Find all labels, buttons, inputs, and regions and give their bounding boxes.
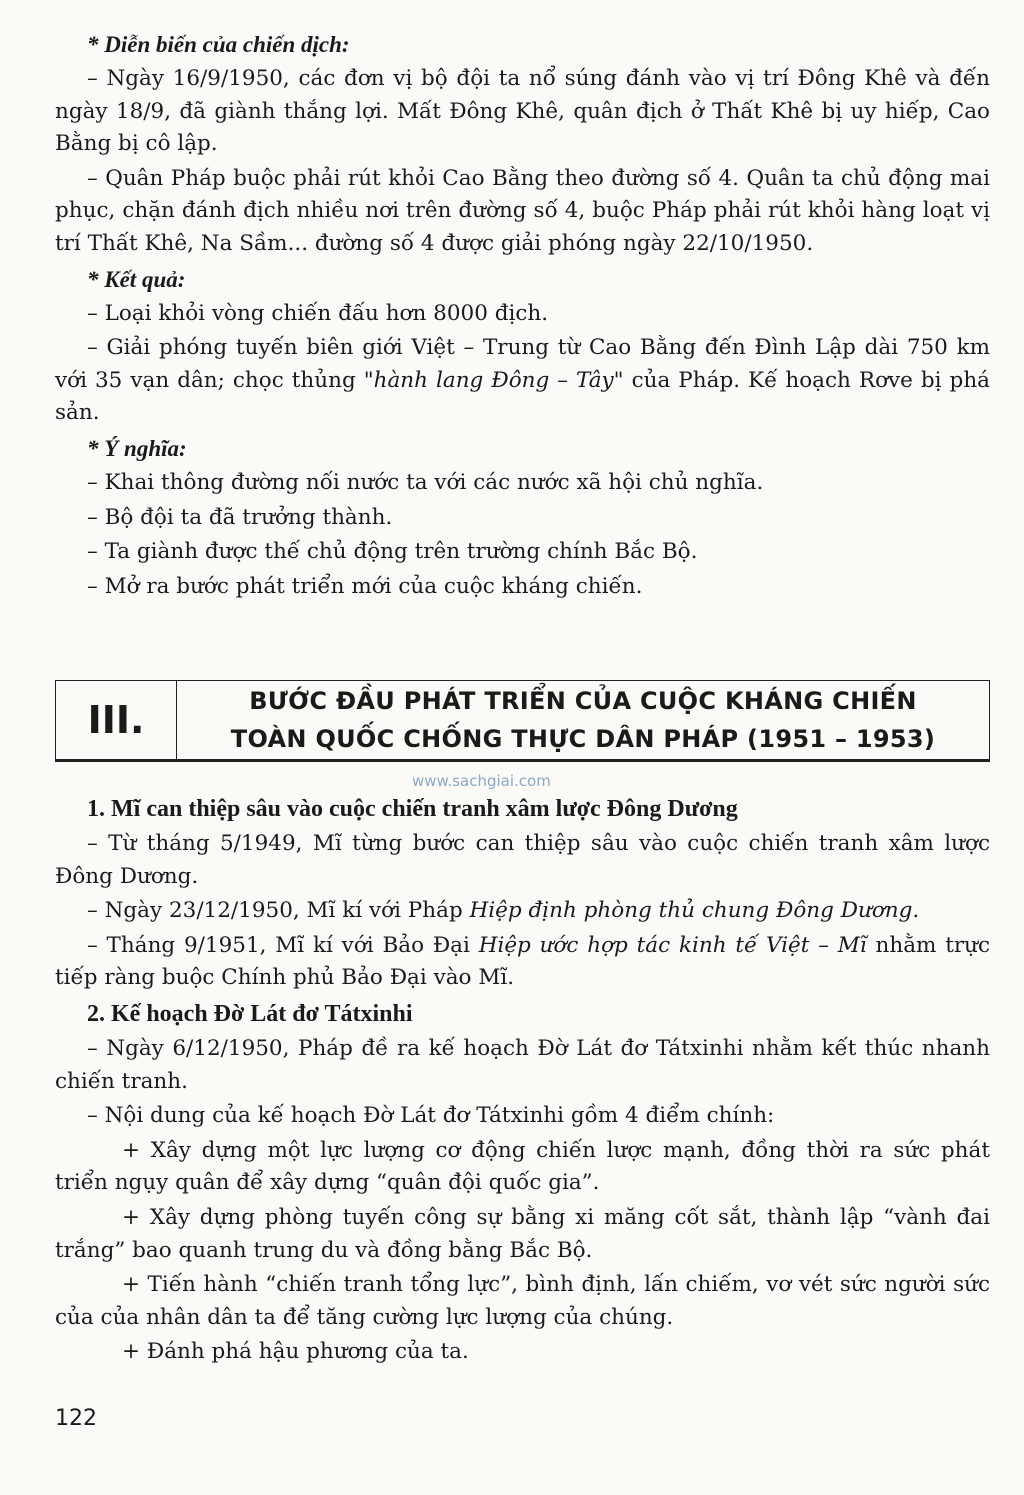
paragraph xyxy=(55,332,990,430)
italic-run: Hiệp định phòng thủ chung Đông Dương. xyxy=(469,898,920,924)
paragraph: – Ta giành được thế chủ động trên trường chính Bắc Bộ. xyxy=(87,539,698,565)
subsection-title: 1. Mĩ can thiệp sâu vào cuộc chiến tranh xâm lược Đông Dương xyxy=(87,796,738,822)
paragraph: – Loại khỏi vòng chiến đấu hơn 8000 địch. xyxy=(87,300,549,326)
paragraph: – Bộ đội ta đã trưởng thành. xyxy=(87,504,393,530)
paragraph xyxy=(55,930,990,995)
paragraph xyxy=(55,895,990,928)
paragraph: – Mở ra bước phát triển mới của cuộc kháng chiến. xyxy=(87,573,643,599)
bullet-paragraph: + Xây dựng phòng tuyến công sự bằng xi măng cốt sắt, thành lập “vành đai trắng” bao quanh trung du và đồng bằng Bắc Bộ. xyxy=(55,1204,990,1263)
section-title-line: TOÀN QUỐC CHỐNG THỰC DÂN PHÁP (1951 – 1953) xyxy=(230,725,936,753)
paragraph: – Từ tháng 5/1949, Mĩ từng bước can thiệp sâu vào cuộc chiến tranh xâm lược Đông Dương. xyxy=(55,831,990,889)
bullet-paragraph: + Xây dựng một lực lượng cơ động chiến lược mạnh, đồng thời ra sức phát triển ngụy quân để xây dựng “quân đội quốc gia”. xyxy=(55,1137,990,1196)
text-run: – Tháng 9/1951, Mĩ kí với Bảo Đại xyxy=(87,932,479,958)
section-header-box xyxy=(55,680,990,762)
section-number: III. xyxy=(56,681,177,759)
italic-run: Hiệp ước hợp tác kinh tế Việt – Mĩ xyxy=(478,932,867,958)
page-number: 122 xyxy=(55,1406,97,1431)
heading-ket-qua: * Kết quả: xyxy=(87,266,186,292)
paragraph: – Ngày 6/12/1950, Pháp đề ra kế hoạch Đờ Lát đơ Tátxinhi nhằm kết thúc nhanh chiến tranh. xyxy=(55,1035,990,1094)
text-run: – Ngày 23/12/1950, Mĩ kí với Pháp xyxy=(87,898,470,924)
watermark: www.sachgiai.com xyxy=(412,772,551,790)
heading-y-nghia: * Ý nghĩa: xyxy=(87,435,187,461)
paragraph: – Quân Pháp buộc phải rút khỏi Cao Bằng theo đường số 4. Quân ta chủ động mai phục, chặn đánh địch nhiều nơi trên đường số 4, buộc Pháp phải rút khỏi hàng loạt vị trí Thất Khê, Na Sầm... đường số 4 được giải phóng ngày 22/10/1950. xyxy=(55,165,990,256)
section-title xyxy=(177,681,989,759)
text-block-bottom xyxy=(55,792,990,1371)
text-run: – Giải phóng tuyến biên giới Việt – Trung từ Cao Bằng đến Đình Lập dài 750 km với 35 vạn dân; chọc thủng xyxy=(55,335,990,393)
section-title-line: BƯỚC ĐẦU PHÁT TRIỂN CỦA CUỘC KHÁNG CHIẾN xyxy=(249,687,917,715)
italic-run: "hành lang Đông – Tây" xyxy=(363,367,624,393)
bullet-paragraph: + Tiến hành “chiến tranh tổng lực”, bình định, lấn chiếm, vơ vét sức người sức của của nhân dân ta để tăng cường lực lượng của chúng. xyxy=(55,1272,990,1330)
text-run: của Pháp. Kế hoạch Rơve bị phá sản. xyxy=(55,367,990,426)
heading-dien-bien: * Diễn biến của chiến dịch: xyxy=(87,32,350,57)
paragraph: – Nội dung của kế hoạch Đờ Lát đơ Tátxinhi gồm 4 điểm chính: xyxy=(87,1103,775,1129)
text-block-top xyxy=(55,28,990,605)
bullet-paragraph: + Đánh phá hậu phương của ta. xyxy=(122,1339,469,1365)
text-run: nhằm trực tiếp ràng buộc Chính phủ Bảo Đại vào Mĩ. xyxy=(55,932,991,991)
subsection-title: 2. Kế hoạch Đờ Lát đơ Tátxinhi xyxy=(87,1000,413,1027)
paragraph: – Ngày 16/9/1950, các đơn vị bộ đội ta nổ súng đánh vào vị trí Đông Khê và đến ngày 18/9, đã giành thắng lợi. Mất Đông Khê, quân địch ở Thất Khê bị uy hiếp, Cao Bằng bị cô lập. xyxy=(55,66,990,157)
paragraph: – Khai thông đường nối nước ta với các nước xã hội chủ nghĩa. xyxy=(87,469,764,495)
